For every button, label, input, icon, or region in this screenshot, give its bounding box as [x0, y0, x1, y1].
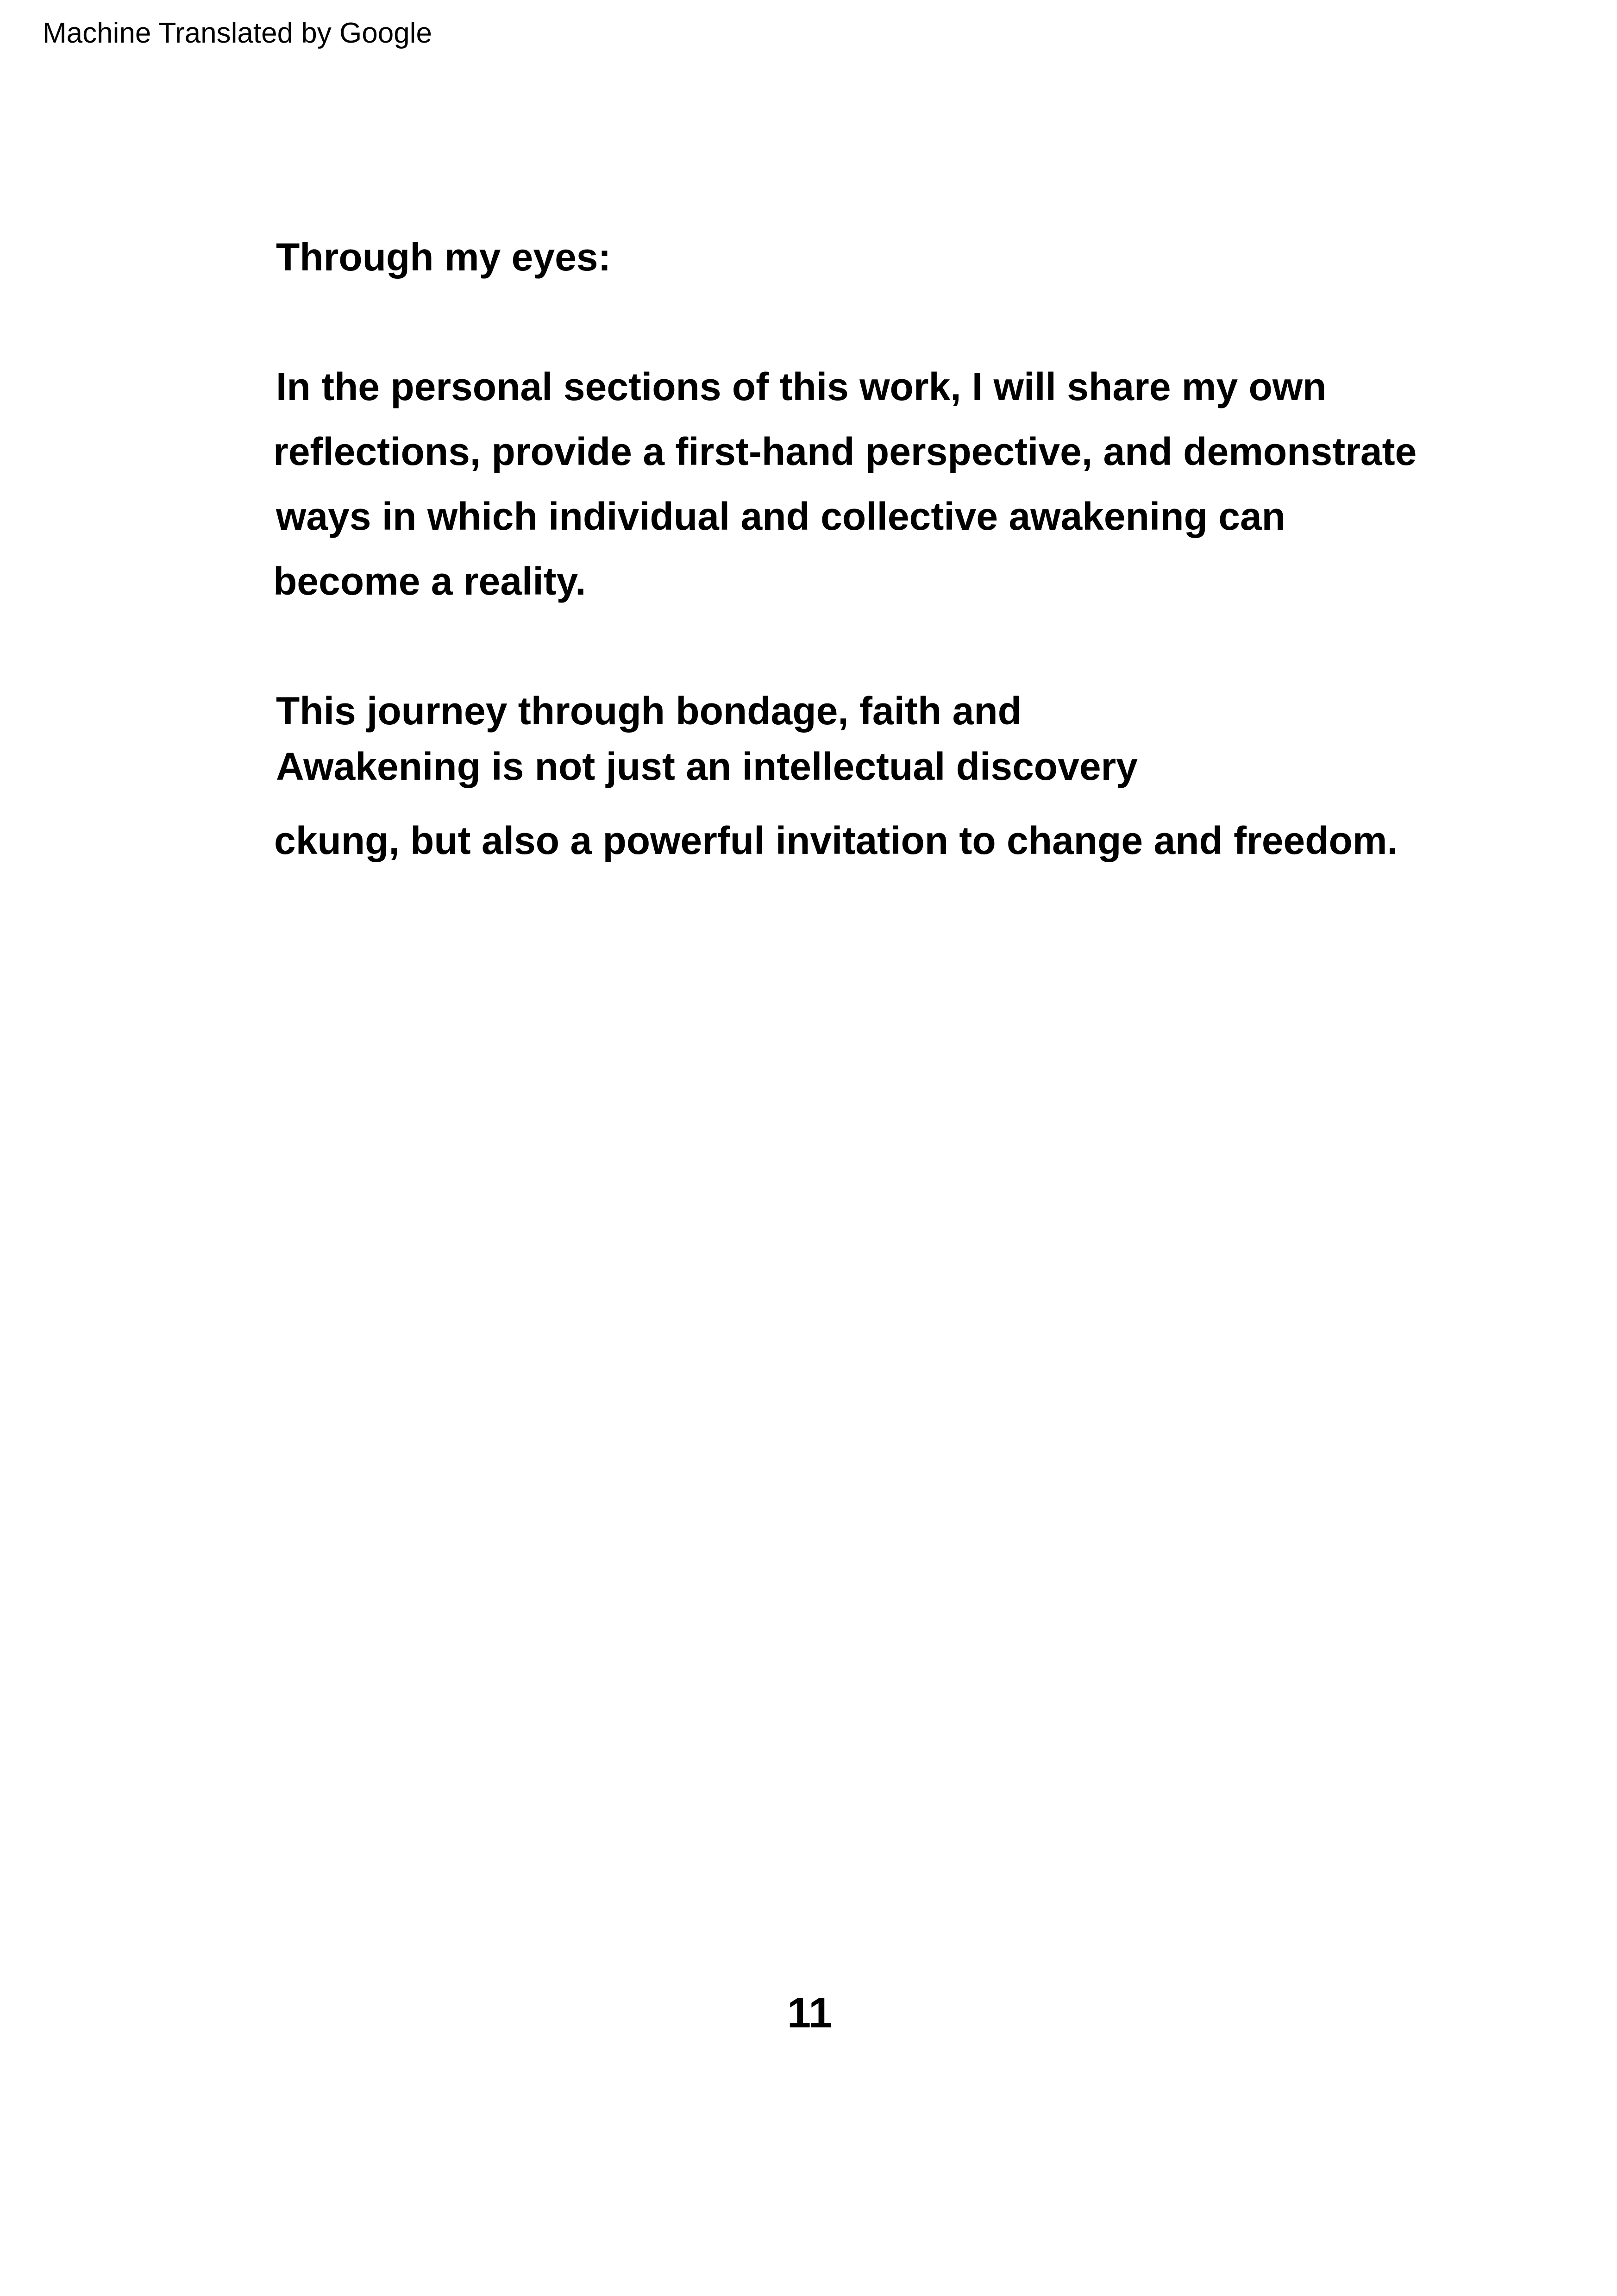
- page-number: 11: [787, 1989, 833, 2037]
- paragraph-1-line-1: In the personal sections of this work, I will share my own: [276, 365, 1327, 408]
- paragraph-1-line-4: become a reality.: [273, 559, 586, 603]
- paragraph-1-line-2: reflections, provide a first-hand perspective, and demonstrate: [273, 430, 1417, 473]
- paragraph-2-line-3: ckung, but also a powerful invitation to change and freedom.: [274, 819, 1398, 862]
- section-heading: Through my eyes:: [276, 235, 611, 279]
- paragraph-1-line-3: ways in which individual and collective awakening can: [276, 495, 1285, 538]
- paragraph-2-line-2: Awakening is not just an intellectual discovery: [276, 745, 1138, 788]
- paragraph-2-line-1: This journey through bondage, faith and: [276, 689, 1022, 733]
- machine-translation-note: Machine Translated by Google: [43, 17, 432, 49]
